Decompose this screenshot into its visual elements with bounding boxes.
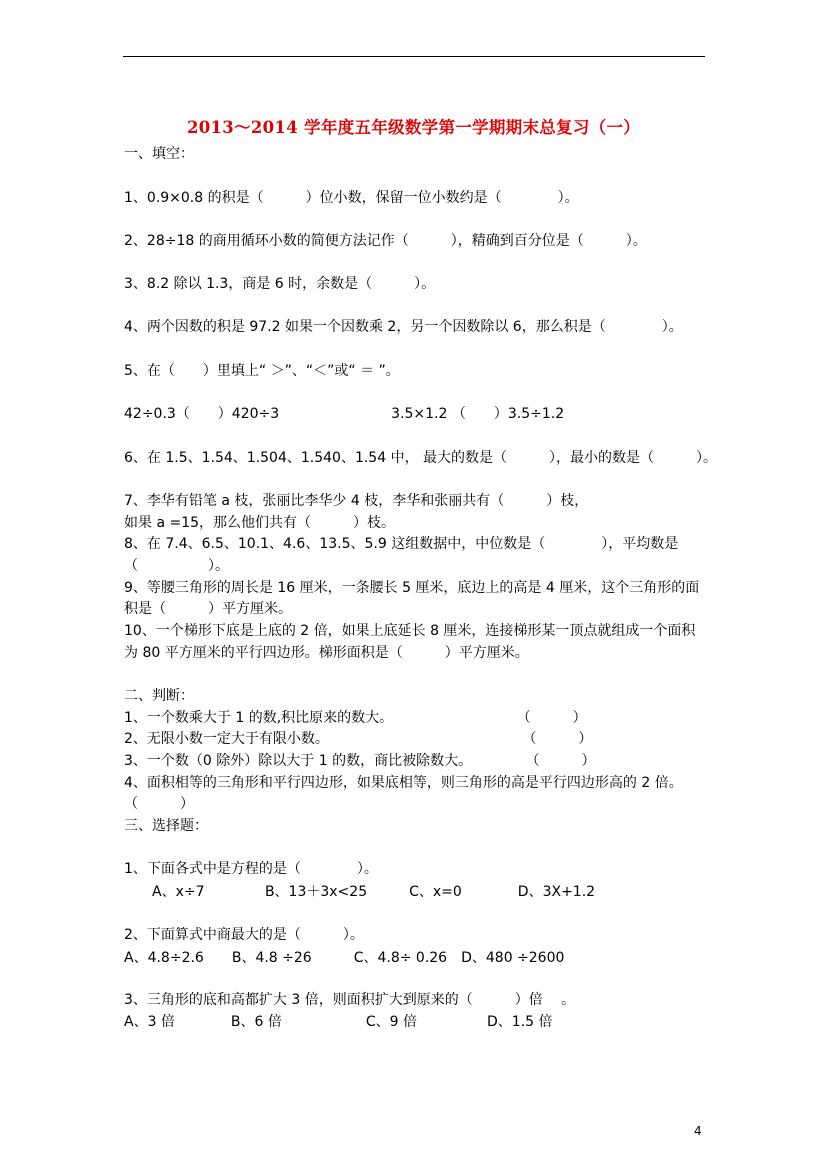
section-heading-judge: 二、判断： [124, 688, 194, 704]
question-line: 10、一个梯形下底是上底的 2 倍，如果上底延长 8 厘米，连接梯形某一顶点就组成一个面积 [124, 623, 696, 639]
question-line: 1、0.9×0.8 的积是（ ）位小数，保留一位小数约是（ ）。 [124, 190, 579, 206]
choice-options: A、3 倍 B、6 倍 C、9 倍 D、1.5 倍 [124, 1014, 553, 1030]
question-line: 如果 a =15，那么他们共有（ ）枝。 [124, 515, 396, 531]
question-line: 4、面积相等的三角形和平行四边形，如果底相等，则三角形的高是平行四边形高的 2 倍。 [124, 775, 683, 791]
question-line: （ ）。 [124, 558, 229, 574]
question-line: 为 80 平方厘米的平行四边形。梯形面积是（ ）平方厘米。 [124, 645, 529, 661]
question-line: 积是（ ）平方厘米。 [124, 601, 292, 617]
question-line: 3、8.2 除以 1.3，商是 6 时，余数是（ ）。 [124, 276, 436, 292]
question-line: 2、无限小数一定大于有限小数。 （ ） [124, 731, 593, 747]
question-line: 6、在 1.5、1.54、1.504、1.540、1.54 中， 最大的数是（ ），最小的数是（ ）。 [124, 450, 718, 466]
section-heading-choice: 三、选择题： [124, 818, 208, 834]
question-line: 5、在（ ）里填上“ ＞”、“＜”或“ ＝ ”。 [124, 363, 400, 379]
question-line: 9、等腰三角形的周长是 16 厘米，一条腰长 5 厘米，底边上的高是 4 厘米，这个三角形的面 [124, 580, 700, 596]
question-line: 2、下面算式中商最大的是（ ）。 [124, 927, 364, 943]
question-line: 1、下面各式中是方程的是（ ）。 [124, 861, 378, 877]
question-line: 4、两个因数的积是 97.2 如果一个因数乘 2，另一个因数除以 6，那么积是（ ）。 [124, 319, 683, 335]
choice-options: A、x÷7 B、13＋3x<25 C、x=0 D、3X+1.2 [124, 884, 596, 900]
page-title: 2013～2014 学年度五年级数学第一学期期末总复习（一） [186, 118, 641, 137]
question-line: 1、一个数乘大于 1 的数,积比原来的数大。 （ ） [124, 710, 587, 726]
question-line: 7、李华有铅笔 a 枝，张丽比李华少 4 枝，李华和张丽共有（ ）枝， [124, 493, 589, 509]
question-line: 42÷0.3（ ）420÷3 3.5×1.2 （ ）3.5÷1.2 [124, 406, 565, 422]
question-line: （ ） [124, 796, 194, 812]
page-number: 4 [694, 1124, 702, 1138]
choice-options: A、4.8÷2.6 B、4.8 ÷26 C、4.8÷ 0.26 D、480 ÷2600 [124, 950, 565, 966]
question-line: 2、28÷18 的商用循环小数的简便方法记作（ ），精确到百分位是（ ）。 [124, 233, 647, 249]
question-line: 3、三角形的底和高都扩大 3 倍，则面积扩大到原来的（ ）倍 。 [124, 992, 576, 1008]
question-line: 3、一个数（0 除外）除以大于 1 的数，商比被除数大。 （ ） [124, 753, 596, 769]
question-line: 8、在 7.4、6.5、10.1、4.6、13.5、5.9 这组数据中，中位数是（ ），平均数是 [124, 536, 679, 552]
section-heading-fill-in: 一、填空： [124, 146, 194, 162]
header-rule [123, 56, 705, 57]
